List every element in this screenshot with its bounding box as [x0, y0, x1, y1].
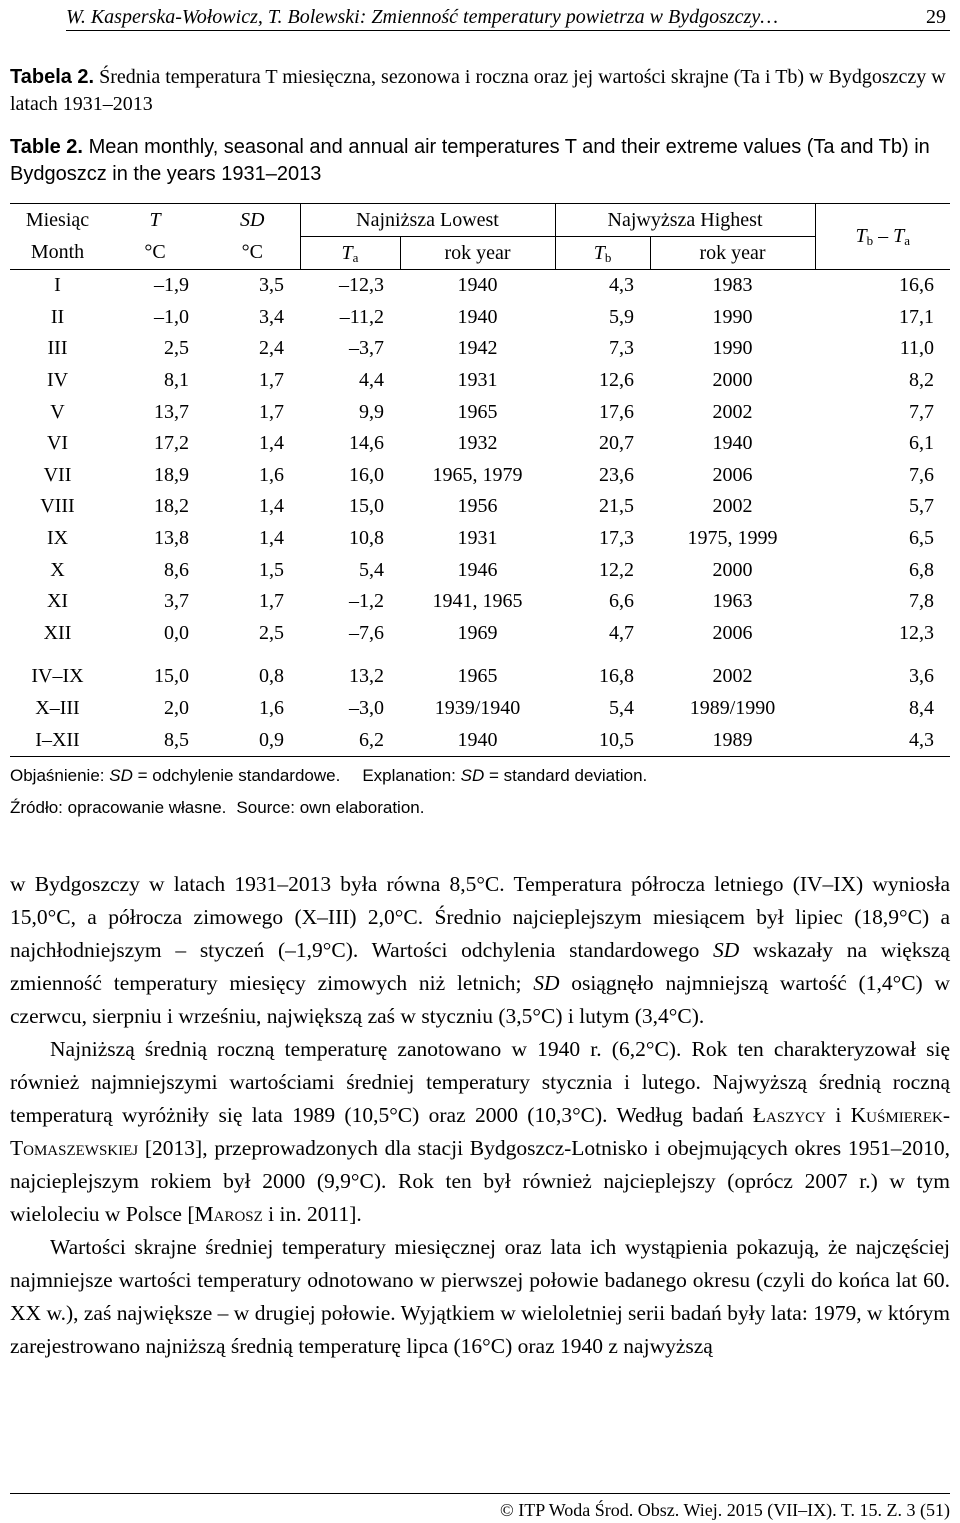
cell-sd: 1,4	[259, 432, 284, 455]
cell-t-max: 10,5	[555, 724, 650, 756]
cell-t-max: 23,6	[599, 463, 635, 486]
header-month-en: Month	[10, 237, 105, 270]
cell-amplitude: 5,7	[909, 495, 935, 518]
cell-t-max: 17,6	[599, 400, 635, 423]
cell-t-min: 14,6	[349, 432, 384, 455]
cell-year-min: 1931	[457, 527, 498, 550]
cell-year-max: 2000	[712, 558, 753, 581]
header-year-lowest: rok year	[400, 237, 555, 270]
cell-month: IV	[46, 369, 69, 392]
body-text	[10, 868, 950, 1363]
cell-year-min: 1942	[457, 337, 498, 360]
header-t-unit: °C	[105, 237, 205, 270]
cell-t-min: 6,2	[300, 724, 400, 756]
table-row	[10, 693, 950, 725]
table-row	[10, 396, 950, 428]
cell-mean-t: 8,5	[105, 724, 205, 756]
cell-mean-t: 18,2	[154, 495, 189, 518]
cell-year-min: 1940	[457, 274, 498, 297]
cell-sd: 1,4	[259, 495, 284, 518]
cell-year-max: 1989	[650, 724, 815, 756]
cell-sd: 1,7	[259, 400, 284, 423]
table-gap-row	[10, 649, 950, 661]
cell-t-max: 17,3	[599, 527, 635, 550]
header-ta: $T_a$	[300, 237, 400, 270]
cell-sd: 1,7	[259, 590, 284, 613]
table-row	[10, 428, 950, 460]
page-number: 29	[926, 6, 946, 28]
table-row	[10, 302, 950, 334]
cell-sd: 3,5	[259, 274, 284, 297]
cell-t-max: 4,3	[609, 274, 635, 297]
cell-sd: 0,9	[205, 724, 300, 756]
cell-t-max: 5,9	[609, 305, 635, 328]
cell-sd: 1,7	[259, 369, 284, 392]
cell-t-max: 4,7	[609, 621, 635, 644]
cell-mean-t: 3,7	[164, 590, 189, 613]
cell-sd: 3,4	[259, 305, 284, 328]
cell-month: I	[54, 274, 61, 297]
cell-t-min: 15,0	[349, 495, 384, 518]
cell-amplitude: 7,7	[909, 400, 935, 423]
cell-t-max: 6,6	[609, 590, 635, 613]
cell-sd: 0,8	[259, 665, 284, 688]
header-tb: $T_b$	[555, 237, 650, 270]
cell-mean-t: 18,9	[154, 463, 189, 486]
table-row	[10, 618, 950, 650]
cell-mean-t: 8,1	[164, 369, 189, 392]
source-note: Źródło: opracowanie własne. Source: own elaboration.	[10, 798, 425, 817]
header-highest: Najwyższa Highest	[555, 204, 815, 237]
cell-amplitude: 8,2	[909, 369, 935, 392]
cell-month: VII	[43, 463, 72, 486]
cell-t-min: –7,6	[349, 621, 384, 644]
cell-year-max: 1975, 1999	[687, 527, 778, 550]
footer	[10, 1493, 950, 1522]
paragraph-1: w Bydgoszczy w latach 1931‒2013 była równa 8,5°C. Temperatura półrocza letniego (IV‒IX) wyniosła 15,0°C, a półrocza zimowego (X‒III) 2,0°C. Średnio najcieplejszym miesiącem był lipiec (18,9°C) a najchłodniejszym – styczeń (–1,9°C). Wartości odchylenia standardowego SD wskazały na większą zmienność temperatury miesięcy zimowych niż letnich; SD osiągnęło najmniejszą wartość (1,4°C) w czerwcu, sierpniu i wrześniu, największą zaś w styczniu (3,5°C) i lutym (3,4°C).	[10, 872, 951, 1028]
cell-year-max: 2006	[712, 463, 753, 486]
table-row	[10, 523, 950, 555]
caption-text-en: Mean monthly, seasonal and annual air temperatures T and their extreme values (Ta and Tb) in Bydgoszcz in the years 1931‒2013	[10, 136, 930, 185]
footer-citation: © ITP Woda Środ. Obsz. Wiej. 2015 (VII–IX). T. 15. Z. 3 (51)	[500, 1500, 950, 1520]
header-sd-unit: °C	[205, 237, 300, 270]
cell-year-min: 1956	[457, 495, 498, 518]
cell-year-max: 2006	[712, 621, 753, 644]
cell-year-max: 1990	[712, 337, 753, 360]
cell-amplitude: 8,4	[909, 697, 935, 720]
caption-label-pl: Tabela 2.	[10, 66, 95, 88]
cell-mean-t: 17,2	[154, 432, 189, 455]
running-title: W. Kasperska-Wołowicz, T. Bolewski: Zmienność temperatury powietrza w Bydgoszczy…	[66, 6, 779, 28]
cell-amplitude: 16,6	[899, 274, 935, 297]
header-lowest: Najniższa Lowest	[300, 204, 555, 237]
cell-amplitude: 6,1	[909, 432, 935, 455]
table-header-row-1	[10, 204, 950, 237]
cell-sd: 1,4	[259, 527, 284, 550]
table-row	[10, 554, 950, 586]
header-month-pl: Miesiąc	[10, 204, 105, 237]
cell-t-min: 16,0	[349, 463, 384, 486]
table-row	[10, 661, 950, 693]
cell-month: X	[50, 558, 65, 581]
cell-month: VIII	[40, 495, 75, 518]
cell-month: I‒XII	[10, 724, 105, 756]
cell-t-max: 21,5	[599, 495, 635, 518]
cell-year-min: 1965	[457, 665, 498, 688]
cell-t-min: –3,7	[349, 337, 384, 360]
cell-year-min: 1965, 1979	[432, 463, 523, 486]
header-year-highest: rok year	[650, 237, 815, 270]
caption-text-pl: Średnia temperatura T miesięczna, sezonowa i roczna oraz jej wartości skrajne (Ta i Tb) w Bydgoszczy w latach 1931‒2013	[10, 66, 946, 115]
table-caption-en	[10, 134, 950, 188]
paragraph-3: Wartości skrajne średniej temperatury miesięcznej oraz lata ich wystąpienia pokazują, że najczęściej najmniejsze wartości temperatury odnotowano w pierwszej połowie badanego okresu (czyli do końca lat 60. XX w.), zaś największe – w drugiej połowie. Wyjątkiem w wieloletniej serii badań były lata: 1979, w którym zarejestrowano najniższą średnią temperaturę lipca (16°C) oraz 1940 z najwyższą	[10, 1235, 950, 1358]
cell-t-min: 10,8	[349, 527, 384, 550]
table-caption-pl	[10, 64, 950, 118]
header-t: T	[105, 204, 205, 237]
table-row	[10, 365, 950, 397]
cell-year-min: 1946	[457, 558, 498, 581]
cell-year-min: 1939/1940	[434, 697, 521, 720]
cell-month: XII	[43, 621, 72, 644]
cell-t-max: 5,4	[609, 697, 635, 720]
cell-month: IX	[46, 527, 69, 550]
temperature-table	[10, 203, 950, 757]
table-row	[10, 460, 950, 492]
table-row	[10, 491, 950, 523]
cell-amplitude: 4,3	[815, 724, 950, 756]
cell-amplitude: 3,6	[909, 665, 935, 688]
running-head	[66, 4, 950, 31]
cell-t-max: 16,8	[599, 665, 635, 688]
cell-mean-t: –1,0	[154, 305, 189, 328]
cell-amplitude: 7,8	[909, 590, 935, 613]
cell-year-max: 1940	[712, 432, 753, 455]
caption-label-en: Table 2.	[10, 136, 83, 158]
cell-t-min: –3,0	[349, 697, 384, 720]
cell-sd: 1,5	[259, 558, 284, 581]
cell-t-min: 5,4	[359, 558, 384, 581]
cell-t-max: 12,2	[599, 558, 635, 581]
explanation-note: Objaśnienie: SD = odchylenie standardowe. Explanation: SD = standard deviation.	[10, 766, 648, 785]
cell-year-min: 1969	[457, 621, 498, 644]
cell-month: III	[47, 337, 68, 360]
cell-t-min: –11,2	[339, 305, 384, 328]
cell-t-max: 12,6	[599, 369, 635, 392]
cell-mean-t: 0,0	[164, 621, 189, 644]
cell-month: X‒III	[35, 697, 80, 720]
cell-t-min: 9,9	[359, 400, 384, 423]
cell-year-max: 1989/1990	[689, 697, 776, 720]
cell-mean-t: 2,0	[164, 697, 189, 720]
cell-year-max: 2002	[712, 495, 753, 518]
cell-year-max: 1983	[712, 274, 753, 297]
header-sd: SD	[205, 204, 300, 237]
cell-month: II	[50, 305, 65, 328]
cell-mean-t: 8,6	[164, 558, 189, 581]
cell-year-min: 1965	[457, 400, 498, 423]
cell-t-min: –12,3	[339, 274, 384, 297]
cell-mean-t: –1,9	[154, 274, 189, 297]
cell-year-min: 1940	[457, 305, 498, 328]
cell-mean-t: 15,0	[154, 665, 189, 688]
cell-sd: 2,5	[259, 621, 284, 644]
cell-amplitude: 6,5	[909, 527, 935, 550]
cell-t-min: 4,4	[359, 369, 384, 392]
cell-year-min: 1940	[400, 724, 555, 756]
cell-t-min: –1,2	[349, 590, 384, 613]
cell-month: IV‒IX	[31, 665, 84, 688]
cell-sd: 2,4	[259, 337, 284, 360]
cell-mean-t: 13,8	[154, 527, 189, 550]
cell-amplitude: 17,1	[899, 305, 935, 328]
cell-mean-t: 13,7	[154, 400, 189, 423]
table-header-row-2	[10, 237, 950, 270]
cell-month: XI	[46, 590, 69, 613]
cell-t-max: 20,7	[599, 432, 635, 455]
table-row	[10, 270, 950, 302]
cell-amplitude: 6,8	[909, 558, 935, 581]
cell-t-max: 7,3	[609, 337, 635, 360]
paragraph-2: Najniższą średnią roczną temperaturę zanotowano w 1940 r. (6,2°C). Rok ten charakteryzował się również najmniejszymi wartościami średniej temperatury stycznia i lutego. Najwyższą średnią roczną temperaturą wyróżniły się lata 1989 (10,5°C) oraz 2000 (10,3°C). Według badań Łaszycy i Kuśmierek-Tomaszewskiej [2013], przeprowadzonych dla stacji Bydgoszcz-Lotnisko i obejmujących okres 1951‒2010, najcieplejszym rokiem był 2000 (9,9°C). Rok ten był również najcieplejszy (oprócz 2007 r.) w tym wieloleciu w Polsce [Marosz i in. 2011].	[10, 1037, 951, 1226]
cell-year-min: 1932	[457, 432, 498, 455]
cell-year-max: 2002	[712, 400, 753, 423]
cell-month: VI	[46, 432, 69, 455]
cell-mean-t: 2,5	[164, 337, 189, 360]
cell-month: V	[50, 400, 65, 423]
cell-year-max: 2000	[712, 369, 753, 392]
cell-sd: 1,6	[259, 463, 284, 486]
cell-year-max: 1990	[712, 305, 753, 328]
cell-year-max: 1963	[712, 590, 753, 613]
table-row	[10, 724, 950, 756]
header-diff: $T_b - T_a$	[815, 204, 950, 270]
cell-sd: 1,6	[259, 697, 284, 720]
cell-amplitude: 12,3	[899, 621, 935, 644]
cell-year-max: 2002	[712, 665, 753, 688]
cell-amplitude: 7,6	[909, 463, 935, 486]
cell-year-min: 1931	[457, 369, 498, 392]
cell-year-min: 1941, 1965	[432, 590, 523, 613]
table-row	[10, 586, 950, 618]
cell-t-min: 13,2	[349, 665, 384, 688]
cell-amplitude: 11,0	[899, 337, 935, 360]
table-row	[10, 333, 950, 365]
